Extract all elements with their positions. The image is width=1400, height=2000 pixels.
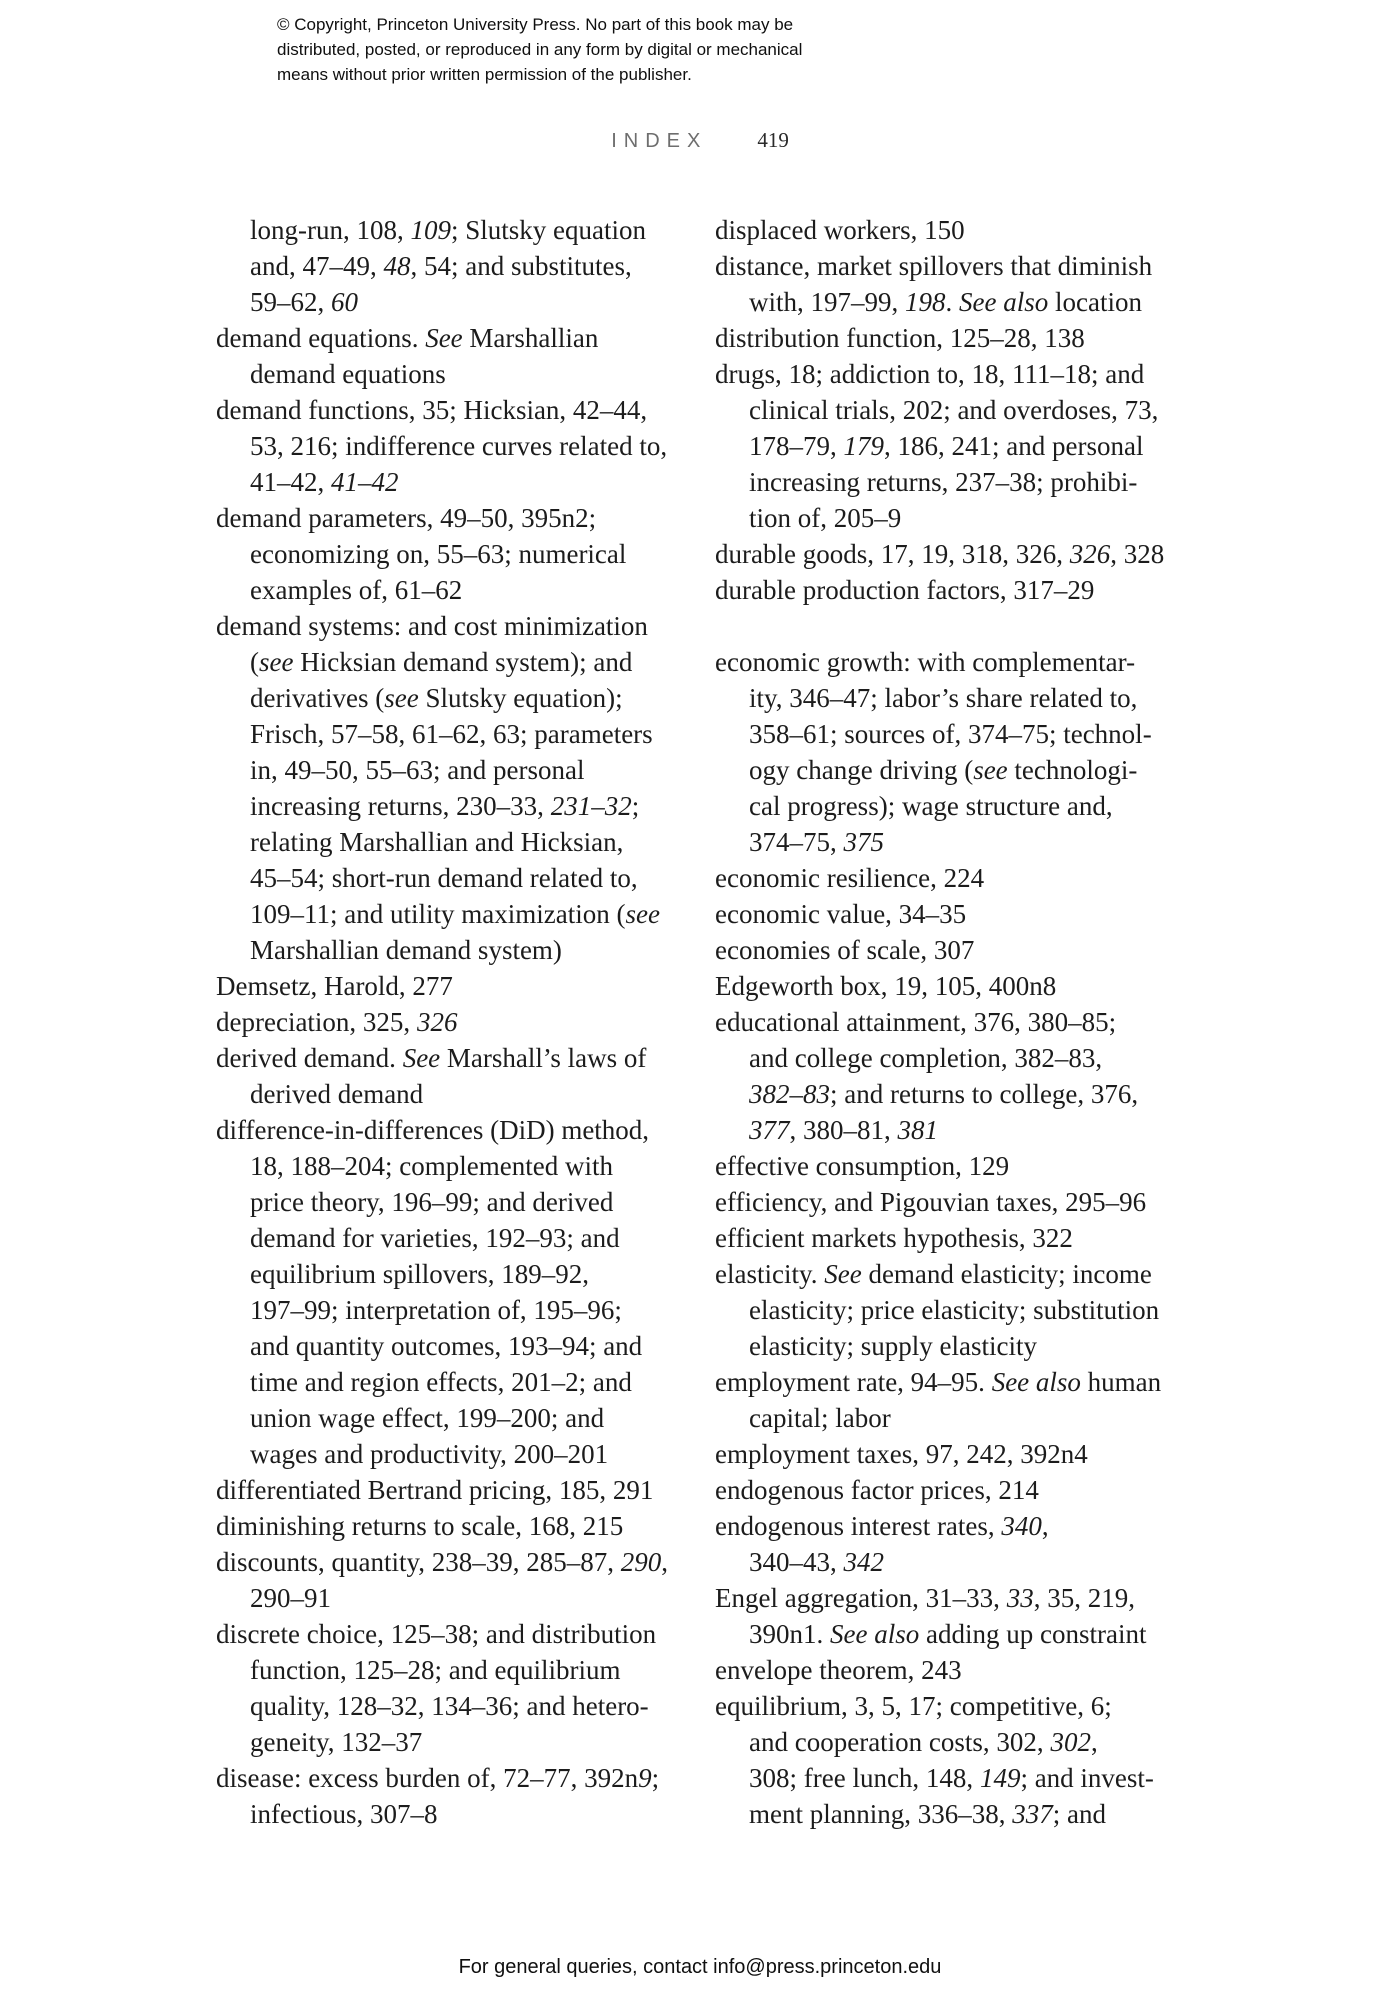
text-segment: discounts, quantity, 238–39, 285–87, — [216, 1547, 621, 1577]
text-segment: , 186, 241; and personal — [884, 431, 1144, 461]
index-line — [216, 716, 708, 752]
index-line — [715, 1652, 1207, 1688]
text-segment: economic growth: with complementar- — [715, 647, 1136, 677]
page-header — [0, 128, 1400, 153]
index-line — [216, 1328, 708, 1364]
text-segment: relating Marshallian and Hicksian, — [250, 827, 624, 857]
index-line — [715, 284, 1207, 320]
index-line — [216, 680, 708, 716]
text-segment: employment taxes, 97, 242, 392n4 — [715, 1439, 1088, 1469]
index-line — [715, 1256, 1207, 1292]
index-line — [216, 284, 708, 320]
text-segment: demand systems: and cost minimization — [216, 611, 648, 641]
text-segment: wages and productivity, 200–201 — [250, 1439, 609, 1469]
text-segment: 53, 216; indifference curves related to, — [250, 431, 668, 461]
text-segment: , 380–81, — [789, 1115, 898, 1145]
italic-segment: See also — [991, 1367, 1081, 1397]
index-line — [216, 1400, 708, 1436]
italic-segment: 179 — [843, 431, 884, 461]
text-segment: Marshall’s laws of — [440, 1043, 647, 1073]
text-segment: 45–54; short-run demand related to, — [250, 863, 638, 893]
text-segment: cal progress); wage structure and, — [749, 791, 1113, 821]
index-line — [216, 824, 708, 860]
index-line — [216, 1436, 708, 1472]
text-segment: capital; labor — [749, 1403, 891, 1433]
italic-segment: See — [824, 1259, 862, 1289]
text-segment: educational attainment, 376, 380–85; — [715, 1007, 1117, 1037]
italic-segment: See — [402, 1043, 441, 1073]
text-segment: derived demand. — [216, 1043, 403, 1073]
index-line — [715, 1220, 1207, 1256]
text-segment: ity, 346–47; labor’s share related to, — [749, 683, 1138, 713]
italic-segment: 340 — [1001, 1511, 1042, 1541]
text-segment: envelope theorem, 243 — [715, 1655, 962, 1685]
text-segment: efficiency, and Pigouvian taxes, 295–96 — [715, 1187, 1147, 1217]
text-segment: technologi- — [1007, 755, 1138, 785]
index-line — [715, 1076, 1207, 1112]
index-line — [216, 608, 708, 644]
italic-segment: 290 — [620, 1547, 662, 1577]
text-segment: human — [1080, 1367, 1162, 1397]
text-segment: 178–79, — [749, 431, 844, 461]
index-line — [715, 968, 1207, 1004]
index-line — [715, 1580, 1207, 1616]
text-segment: economic resilience, 224 — [715, 863, 985, 893]
text-segment: distance, market spillovers that diminish — [715, 251, 1153, 281]
index-line — [216, 1724, 708, 1760]
index-line — [715, 572, 1207, 608]
text-segment: examples of, 61–62 — [250, 575, 463, 605]
index-line — [216, 1076, 708, 1112]
text-segment: Engel aggregation, 31–33, — [715, 1583, 1007, 1613]
index-line — [216, 1040, 708, 1076]
text-segment: equilibrium spillovers, 189–92, — [250, 1259, 589, 1289]
index-line — [715, 356, 1207, 392]
index-line — [715, 1364, 1207, 1400]
footer-text: For general queries, contact info@press.princeton.edu — [458, 1956, 942, 1978]
text-segment: geneity, 132–37 — [250, 1727, 423, 1757]
text-segment: efficient markets hypothesis, 322 — [715, 1223, 1073, 1253]
index-line — [715, 644, 1207, 680]
index-line — [715, 428, 1207, 464]
text-segment: 109–11; and utility maximization ( — [250, 899, 626, 929]
index-line — [216, 1760, 708, 1796]
index-line — [715, 1796, 1207, 1832]
index-line — [216, 1112, 708, 1148]
text-segment: , — [1090, 1727, 1098, 1757]
text-segment: long-run, 108, — [250, 215, 411, 245]
text-segment: economizing on, 55–63; numerical — [250, 539, 627, 569]
index-line — [216, 392, 708, 428]
text-segment: elasticity; price elasticity; substitution — [749, 1295, 1160, 1325]
italic-segment: 149 — [979, 1763, 1021, 1793]
index-line — [216, 536, 708, 572]
index-line — [216, 968, 708, 1004]
italic-segment: 60 — [331, 287, 358, 317]
index-line — [216, 248, 708, 284]
text-segment: in, 49–50, 55–63; and personal — [250, 755, 585, 785]
text-segment: infectious, 307–8 — [250, 1799, 438, 1829]
text-segment: Marshallian — [462, 323, 599, 353]
index-line — [216, 1580, 708, 1616]
text-segment: demand for varieties, 192–93; and — [250, 1223, 620, 1253]
text-segment: depreciation, 325, — [216, 1007, 417, 1037]
text-segment: union wage effect, 199–200; and — [250, 1403, 605, 1433]
index-line — [216, 1688, 708, 1724]
index-left-column — [216, 212, 708, 1832]
index-line — [216, 212, 708, 248]
italic-segment: 382–83 — [749, 1079, 830, 1109]
text-segment: demand parameters, 49–50, 395n2; — [216, 503, 597, 533]
index-line — [216, 500, 708, 536]
index-line — [715, 248, 1207, 284]
text-segment: endogenous interest rates, — [715, 1511, 1002, 1541]
text-segment: 18, 188–204; complemented with — [250, 1151, 613, 1181]
index-line — [715, 752, 1207, 788]
text-segment: price theory, 196–99; and derived — [250, 1187, 614, 1217]
text-segment: demand equations. — [216, 323, 426, 353]
index-line — [216, 1544, 708, 1580]
index-line — [715, 680, 1207, 716]
italic-segment: see — [259, 647, 294, 677]
copyright-line-1: © Copyright, Princeton University Press. No part of this book may be — [277, 15, 794, 34]
text-segment: ; — [631, 791, 640, 821]
index-line — [715, 1004, 1207, 1040]
text-segment: and, 47–49, — [250, 251, 384, 281]
text-segment: Slutsky equation); — [418, 683, 623, 713]
text-segment: economies of scale, 307 — [715, 935, 975, 965]
index-line — [715, 1544, 1207, 1580]
index-line — [216, 932, 708, 968]
index-line — [216, 1256, 708, 1292]
text-segment: and quantity outcomes, 193–94; and — [250, 1331, 643, 1361]
text-segment: location — [1048, 287, 1142, 317]
index-line — [715, 1472, 1207, 1508]
index-line — [715, 788, 1207, 824]
italic-segment: 377 — [749, 1115, 790, 1145]
text-segment: distribution function, 125–28, 138 — [715, 323, 1085, 353]
text-segment: elasticity; supply elasticity — [749, 1331, 1037, 1361]
text-segment: discrete choice, 125–38; and distribution — [216, 1619, 657, 1649]
index-line — [216, 1220, 708, 1256]
text-segment: endogenous factor prices, 214 — [715, 1475, 1039, 1505]
text-segment: 41–42, — [250, 467, 331, 497]
italic-segment: 342 — [843, 1547, 884, 1577]
italic-segment: See also — [830, 1619, 920, 1649]
index-line — [216, 572, 708, 608]
text-segment: Demsetz, Harold, 277 — [216, 971, 453, 1001]
text-segment: , 54; and substitutes, — [410, 251, 632, 281]
copyright-line-2: distributed, posted, or reproduced in any form by digital or mechanical — [277, 40, 803, 59]
italic-segment: 231–32 — [550, 791, 632, 821]
index-line — [715, 1328, 1207, 1364]
italic-segment: 33 — [1006, 1583, 1034, 1613]
text-segment: function, 125–28; and equilibrium — [250, 1655, 621, 1685]
text-segment: adding up constraint — [919, 1619, 1147, 1649]
index-line — [715, 860, 1207, 896]
italic-segment: 381 — [897, 1115, 938, 1145]
index-line — [216, 860, 708, 896]
index-line — [715, 1184, 1207, 1220]
index-blank-line — [715, 608, 1207, 644]
index-line — [216, 1292, 708, 1328]
index-line — [216, 1184, 708, 1220]
index-line — [715, 212, 1207, 248]
text-segment: 59–62, — [250, 287, 331, 317]
index-line — [715, 1508, 1207, 1544]
index-line — [715, 1760, 1207, 1796]
text-segment: difference-in-differences (DiD) method, — [216, 1115, 650, 1145]
index-line — [715, 1148, 1207, 1184]
text-segment: and cooperation costs, 302, — [749, 1727, 1051, 1757]
text-segment: equilibrium, 3, 5, 17; competitive, 6; — [715, 1691, 1112, 1721]
text-segment: increasing returns, 237–38; prohibi- — [749, 467, 1138, 497]
text-segment: employment rate, 94–95. — [715, 1367, 992, 1397]
page-footer — [0, 1956, 1400, 1979]
text-segment: economic value, 34–35 — [715, 899, 967, 929]
index-line — [216, 1508, 708, 1544]
index-line — [216, 788, 708, 824]
text-segment: ; Slutsky equation — [450, 215, 646, 245]
text-segment: ; — [651, 1763, 660, 1793]
text-segment: ( — [250, 647, 259, 677]
text-segment: clinical trials, 202; and overdoses, 73, — [749, 395, 1159, 425]
text-segment: ; and returns to college, 376, — [830, 1079, 1139, 1109]
italic-segment: 109 — [410, 215, 451, 245]
text-segment: ment planning, 336–38, — [749, 1799, 1013, 1829]
text-segment: Frisch, 57–58, 61–62, 63; parameters — [250, 719, 653, 749]
italic-segment: See also — [959, 287, 1049, 317]
index-line — [715, 464, 1207, 500]
text-segment: Hicksian demand system); and — [293, 647, 633, 677]
index-line — [715, 536, 1207, 572]
text-segment: ; and — [1052, 1799, 1106, 1829]
text-segment: durable goods, 17, 19, 318, 326, — [715, 539, 1070, 569]
italic-segment: 41–42 — [331, 467, 399, 497]
text-segment: diminishing returns to scale, 168, 215 — [216, 1511, 624, 1541]
italic-segment: 302 — [1050, 1727, 1091, 1757]
text-segment: 358–61; sources of, 374–75; technol- — [749, 719, 1152, 749]
index-line — [715, 320, 1207, 356]
index-title: INDEX — [611, 130, 708, 152]
italic-segment: 198 — [905, 287, 946, 317]
index-line — [715, 896, 1207, 932]
text-segment: ogy change driving ( — [749, 755, 974, 785]
text-segment: demand equations — [250, 359, 446, 389]
text-segment: effective consumption, 129 — [715, 1151, 1010, 1181]
text-segment: derivatives ( — [250, 683, 385, 713]
italic-segment: 9 — [638, 1763, 652, 1793]
italic-segment: 326 — [1069, 539, 1111, 569]
index-right-column — [715, 212, 1207, 1832]
italic-segment: see — [973, 755, 1008, 785]
text-segment: displaced workers, 150 — [715, 215, 965, 245]
italic-segment: see — [384, 683, 419, 713]
index-line — [715, 1292, 1207, 1328]
index-line — [715, 1040, 1207, 1076]
text-segment: 197–99; interpretation of, 195–96; — [250, 1295, 622, 1325]
text-segment: , — [1041, 1511, 1049, 1541]
text-segment: and college completion, 382–83, — [749, 1043, 1103, 1073]
index-line — [216, 1796, 708, 1832]
text-segment: demand functions, 35; Hicksian, 42–44, — [216, 395, 648, 425]
text-segment: 374–75, — [749, 827, 844, 857]
italic-segment: 326 — [416, 1007, 458, 1037]
text-segment: Marshallian demand system) — [250, 935, 562, 965]
italic-segment: 48 — [383, 251, 411, 281]
index-line — [715, 932, 1207, 968]
text-segment: tion of, 205–9 — [749, 503, 902, 533]
page-number: 419 — [757, 128, 789, 152]
text-segment: with, 197–99, — [749, 287, 906, 317]
text-segment: differentiated Bertrand pricing, 185, 291 — [216, 1475, 654, 1505]
index-line — [216, 1364, 708, 1400]
text-segment: , 328 — [1110, 539, 1165, 569]
index-line — [715, 392, 1207, 428]
index-line — [216, 1616, 708, 1652]
text-segment: durable production factors, 317–29 — [715, 575, 1095, 605]
text-segment: , — [661, 1547, 668, 1577]
text-segment: 340–43, — [749, 1547, 844, 1577]
index-line — [216, 356, 708, 392]
index-line — [715, 716, 1207, 752]
index-line — [216, 644, 708, 680]
index-line — [715, 1616, 1207, 1652]
index-line — [715, 1436, 1207, 1472]
italic-segment: 337 — [1012, 1799, 1053, 1829]
text-segment: , 35, 219, — [1033, 1583, 1135, 1613]
index-line — [216, 464, 708, 500]
text-segment: 290–91 — [250, 1583, 331, 1613]
index-line — [216, 428, 708, 464]
text-segment: quality, 128–32, 134–36; and hetero- — [250, 1691, 649, 1721]
index-line — [216, 896, 708, 932]
italic-segment: 375 — [843, 827, 884, 857]
index-line — [216, 320, 708, 356]
text-segment: disease: excess burden of, 72–77, 392n — [216, 1763, 639, 1793]
text-segment: 308; free lunch, 148, — [749, 1763, 980, 1793]
text-segment: demand elasticity; income — [861, 1259, 1152, 1289]
text-segment: 390n1. — [749, 1619, 830, 1649]
index-line — [715, 1688, 1207, 1724]
text-segment: drugs, 18; addiction to, 18, 111–18; and — [715, 359, 1145, 389]
index-line — [715, 500, 1207, 536]
text-segment: . — [945, 287, 960, 317]
text-segment: elasticity. — [715, 1259, 825, 1289]
index-line — [216, 1004, 708, 1040]
index-line — [715, 1724, 1207, 1760]
index-line — [216, 1148, 708, 1184]
copyright-line-3: means without prior written permission of the publisher. — [277, 65, 692, 84]
text-segment: ; and invest- — [1020, 1763, 1154, 1793]
text-segment: increasing returns, 230–33, — [250, 791, 551, 821]
index-line — [216, 1472, 708, 1508]
text-segment: Edgeworth box, 19, 105, 400n8 — [715, 971, 1057, 1001]
italic-segment: see — [625, 899, 660, 929]
index-line — [216, 752, 708, 788]
index-line — [216, 1652, 708, 1688]
italic-segment: See — [425, 323, 463, 353]
index-line — [715, 1112, 1207, 1148]
index-line — [715, 1400, 1207, 1436]
text-segment: derived demand — [250, 1079, 424, 1109]
index-line — [715, 824, 1207, 860]
copyright-notice — [277, 12, 802, 87]
text-segment: time and region effects, 201–2; and — [250, 1367, 632, 1397]
